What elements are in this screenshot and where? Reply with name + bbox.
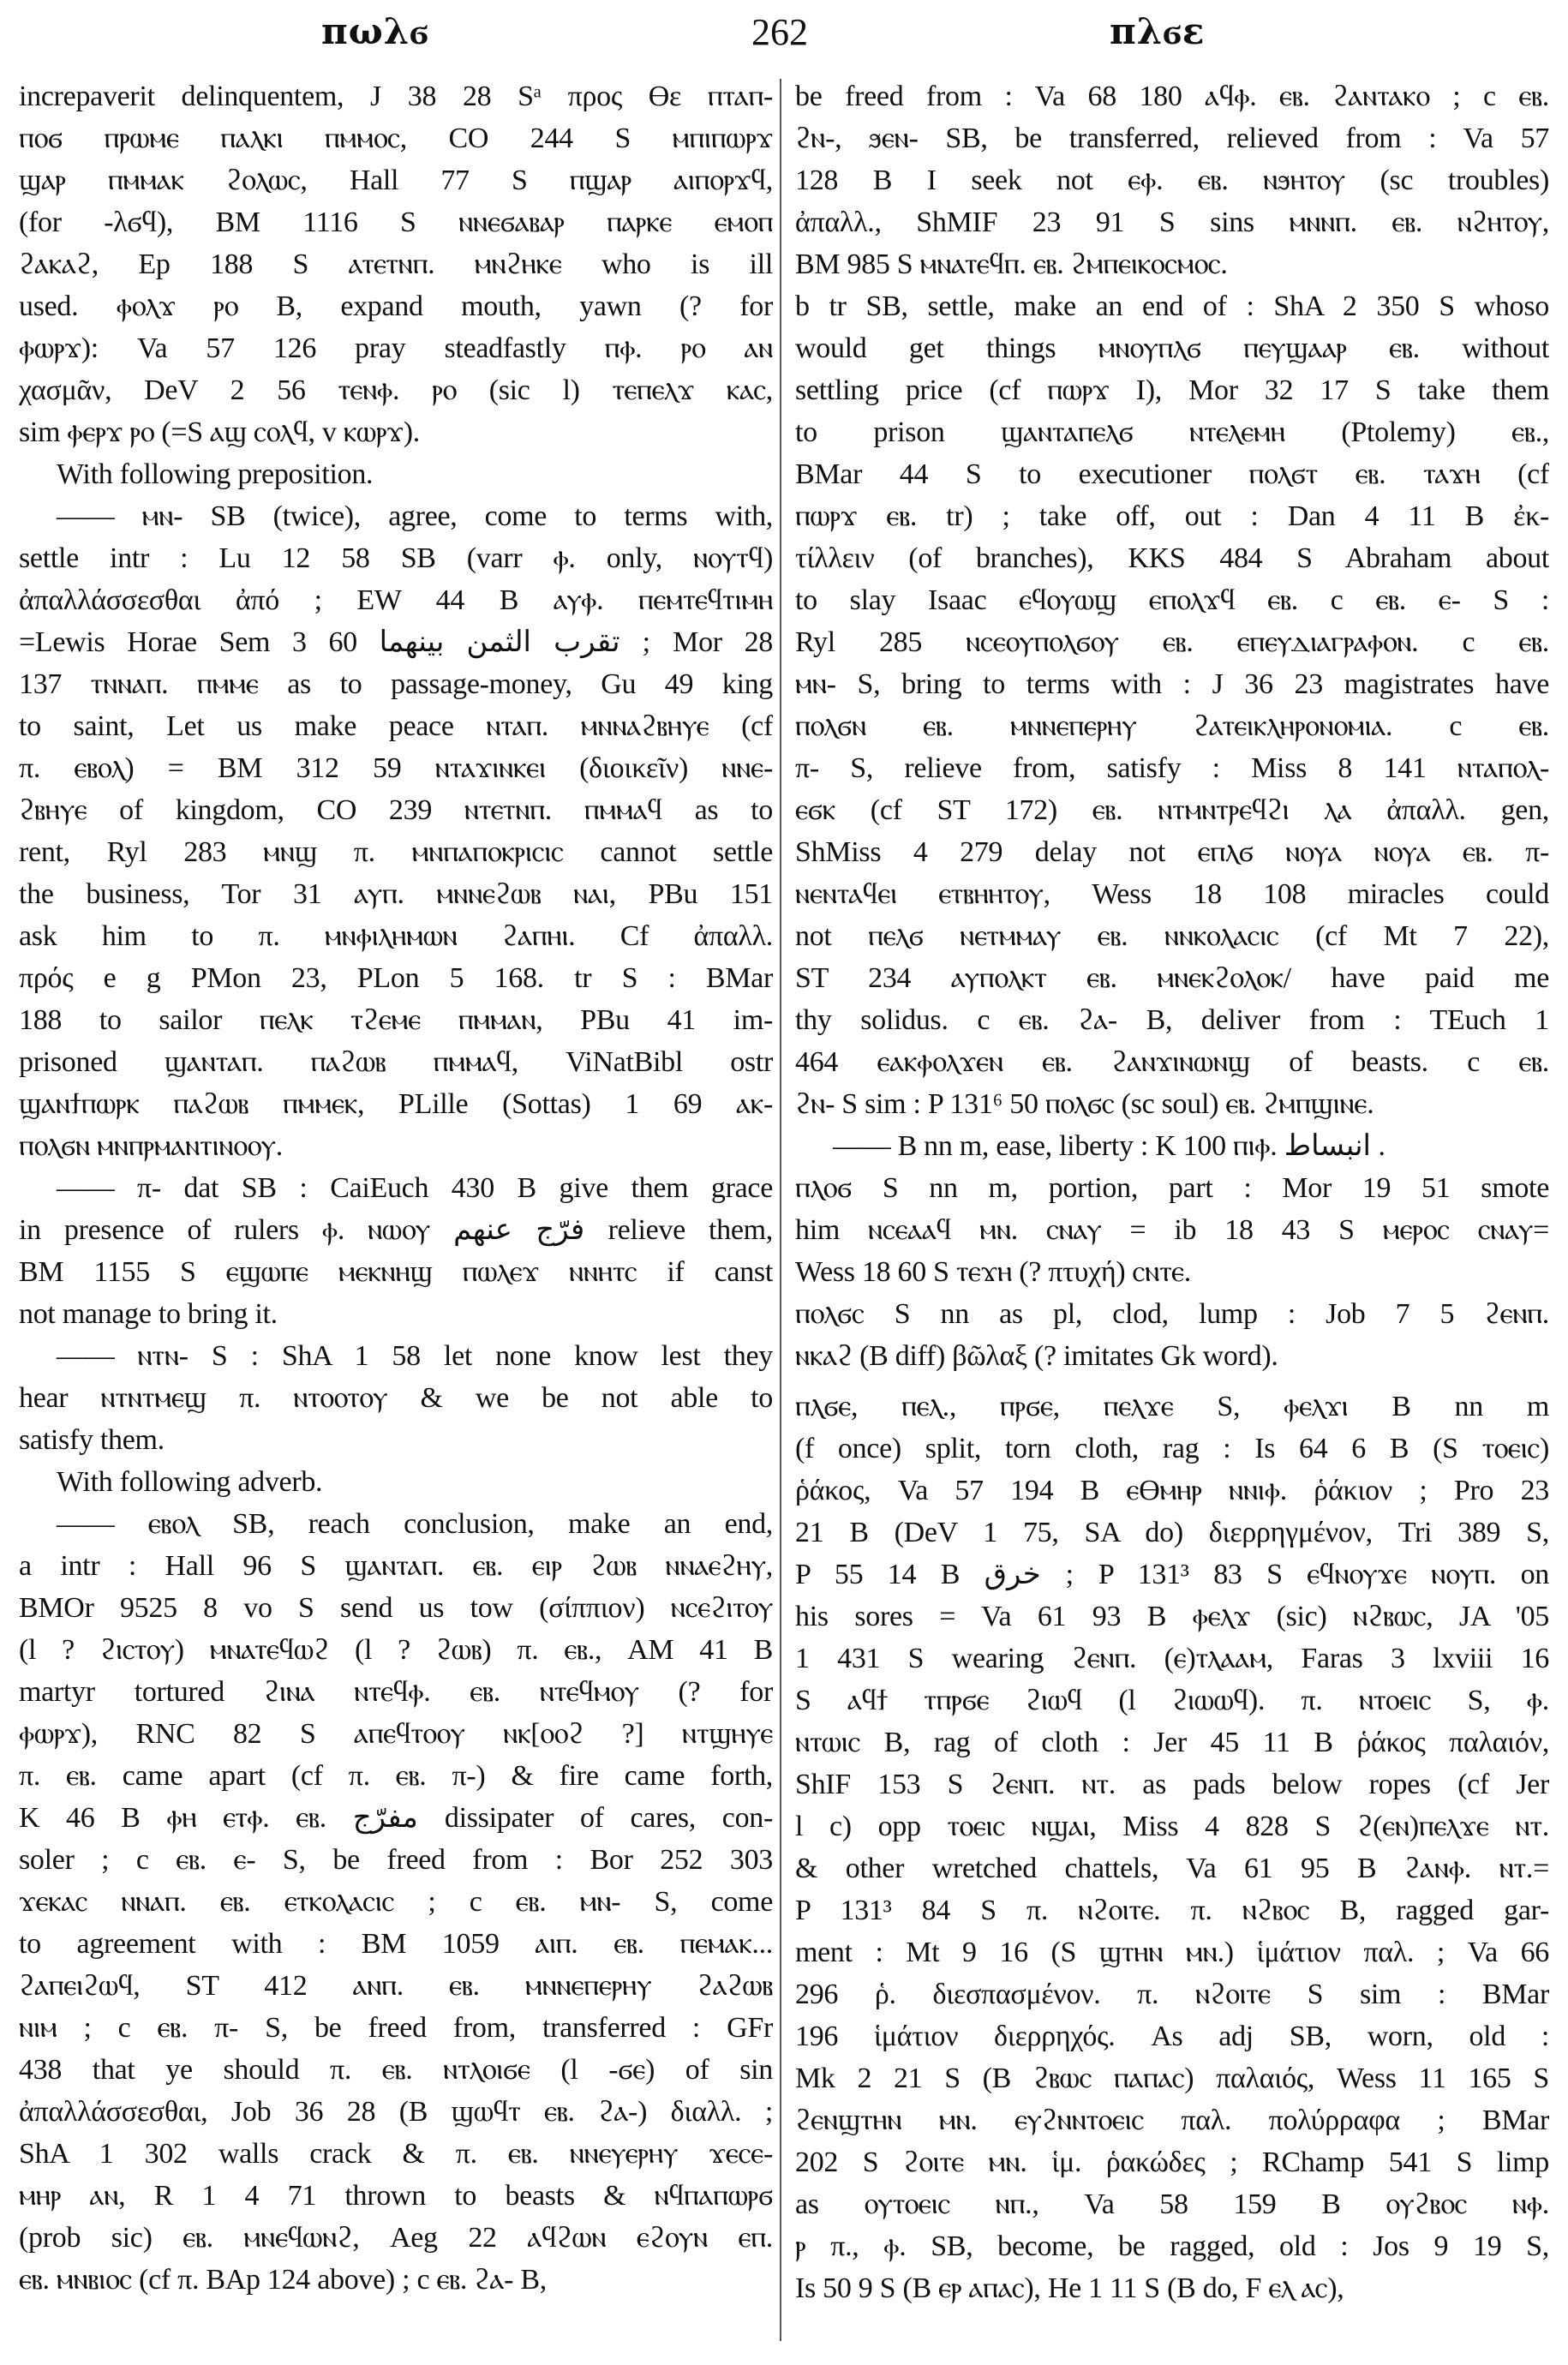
text-line: ⲛⲧⲱⲓⲥ B, rag of cloth : Jer 45 11 B ῥάκος παλαιόν, — [795, 1727, 1549, 1758]
text-line: ⲫⲱⲣϫ), RNC 82 S ⲁⲡⲉϥⲧⲟⲟⲩ ⲛⲕ[ⲟⲟϩ ?] ⲛⲧϣⲏⲩⲉ — [19, 1718, 773, 1750]
text-line: ment : Mt 9 16 (S ϣⲧⲏⲛ ⲙⲛ.) ἱμάτιον παλ. ; Va 66 — [795, 1937, 1549, 1968]
text-line: ϩⲁⲡⲉⲓϩⲱϥ, ST 412 ⲁⲛⲡ. ⲉⲃ. ⲙⲛⲛⲉⲡⲉⲣⲏⲩ ϩⲁϩⲱⲃ — [19, 1970, 773, 2002]
text-line: ϣⲁⲛϯⲡⲱⲣⲕ ⲡⲁϩⲱⲃ ⲡⲙⲙⲉⲕ, PLille (Sottas) 1 69 ⲁⲕ- — [19, 1088, 773, 1120]
text-line: to prison ϣⲁⲛⲧⲁⲡⲉⲗϭ ⲛⲧⲉⲗⲉⲙⲏ (Ptolemy) ⲉⲃ., — [795, 416, 1549, 448]
text-line: 21 B (DeV 1 75, SA do) διερρηγμένον, Tri 389 S, — [795, 1517, 1549, 1548]
text-line: 137 ⲧⲛⲛⲁⲡ. ⲡⲙⲙⲉ as to passage-money, Gu 49 king — [19, 668, 773, 700]
text-line: the business, Tor 31 ⲁⲩⲡ. ⲙⲛⲛⲉϩⲱⲃ ⲛⲁⲓ, PBu 151 — [19, 878, 773, 910]
left-running-headword: πωλϭ — [321, 10, 429, 52]
text-line: —— ⲙⲛ- SB (twice), agree, come to terms with, — [57, 500, 773, 532]
text-line: ⲡⲟⲗϭⲥ S nn as pl, clod, lump : Job 7 5 ϩⲉⲛⲡ. — [795, 1298, 1549, 1330]
text-line: ϣⲁⲣ ⲡⲙⲙⲁⲕ ϩⲟⲗⲱⲥ, Hall 77 S ⲡϣⲁⲣ ⲁⲓⲡⲟⲣϫϥ, — [19, 165, 773, 196]
text-line: ShA 1 302 walls crack & π. ⲉⲃ. ⲛⲛⲉⲩⲉⲣⲏⲩ ϫⲉⲥⲉ- — [19, 2138, 773, 2170]
text-line: ⲡⲱⲣϫ ⲉⲃ. tr) ; take off, out : Dan 4 11 B ἐκ- — [795, 500, 1549, 532]
text-line: sim ⲫⲉⲣϫ ⲣⲟ (=S ⲁϣ ⲥⲟⲗϥ, v ⲕⲱⲣϫ). — [19, 416, 420, 448]
text-line: ⲡⲟⲗϭⲛ ⲙⲛⲡⲣⲙⲁⲛⲧⲓⲛⲟⲟⲩ. — [19, 1130, 283, 1162]
text-line: ⲫⲱⲣϫ): Va 57 126 pray steadfastly ⲡⲫ. ⲣⲟ ⲁⲛ — [19, 332, 773, 364]
text-line: P 55 14 B خرق ; P 131³ 83 S ⲉϥⲛⲟⲩϫⲉ ⲛⲟⲩⲡ. on — [795, 1559, 1549, 1590]
text-line: Mk 2 21 S (B ϩⲃⲱⲥ ⲡⲁⲡⲁⲥ) παλαιός, Wess 11 165 S — [795, 2063, 1549, 2094]
text-line: ⲛⲉⲛⲧⲁϥⲉⲓ ⲉⲧⲃⲏⲏⲧⲟⲩ, Wess 18 108 miracles could — [795, 878, 1549, 910]
text-line: rent, Ryl 283 ⲙⲛϣ π. ⲙⲛⲡⲁⲡⲟⲕⲣⲓⲥⲓⲥ cannot settle — [19, 836, 773, 868]
text-line: ⲡⲗϭⲉ, ⲡⲉⲗ., ⲡⲣϭⲉ, ⲡⲉⲗϫⲉ S, ⲫⲉⲗϫⲓ B nn m — [795, 1391, 1549, 1422]
text-line: 438 that ye should π. ⲉⲃ. ⲛⲧⲗⲟⲓϭⲉ (l -ϭⲉ) of sin — [19, 2054, 773, 2086]
text-line: K 46 B ⲫⲏ ⲉⲧⲫ. ⲉⲃ. مفرّج dissipater of cares, con- — [19, 1802, 773, 1834]
text-line: martyr tortured ϩⲓⲛⲁ ⲛⲧⲉϥⲫ. ⲉⲃ. ⲛⲧⲉϥⲙⲟⲩ (? for — [19, 1676, 773, 1708]
text-line: BM 1155 S ⲉϣⲱⲡⲉ ⲙⲉⲕⲛⲏϣ ⲡⲱⲗⲉϫ ⲛⲛⲏⲧⲥ if canst — [19, 1256, 773, 1288]
text-line: 188 to sailor ⲡⲉⲗⲕ ⲧϩⲉⲙⲉ ⲡⲙⲙⲁⲛ, PBu 41 im- — [19, 1004, 773, 1036]
text-line: ῥάκος, Va 57 194 B ⲉϴⲙⲏⲣ ⲛⲛⲓⲫ. ῥάκιον ; Pro 23 — [795, 1475, 1549, 1506]
text-line: to slay Isaac ⲉϥⲟⲩⲱϣ ⲉⲡⲟⲗϫϥ ⲉⲃ. c ⲉⲃ. ⲉ- S : — [795, 584, 1549, 616]
text-line: satisfy them. — [19, 1424, 165, 1456]
right-running-headword: πλϭε — [1110, 10, 1206, 52]
text-line: to agreement with : BM 1059 ⲁⲓⲡ. ⲉⲃ. ⲡⲉⲙⲁⲕ... — [19, 1928, 773, 1960]
text-line: π. ⲉⲃⲟⲗ) = BM 312 59 ⲛⲧⲁϫⲓⲛⲕⲉⲓ (διοικεῖν) ⲛⲛⲉ- — [19, 752, 773, 784]
text-line: ϩⲃⲏⲩⲉ of kingdom, CO 239 ⲛⲧⲉⲧⲛⲡ. ⲡⲙⲙⲁϥ as to — [19, 794, 773, 826]
text-line: =Lewis Horae Sem 3 60 تقرب الثمن بينهما ; Mor 28 — [19, 626, 773, 658]
text-line: ϩⲉⲛϣⲧⲏⲛ ⲙⲛ. ⲉⲩϩⲛⲛⲧⲟⲉⲓⲥ παλ. πολύρραφα ; BMar — [795, 2105, 1549, 2136]
page-header — [0, 10, 1568, 70]
text-line: BMOr 9525 8 vo S send us tow (σίππιον) ⲛⲥⲉϩⲓⲧⲟⲩ — [19, 1592, 773, 1624]
text-line: thy solidus. c ⲉⲃ. ϩⲁ- B, deliver from : TEuch 1 — [795, 1004, 1549, 1036]
text-line: (for -λϭϥ), BM 1116 S ⲛⲛⲉϭⲁⲃⲁⲣ ⲡⲁⲣⲕⲉ ⲉⲙⲟⲡ — [19, 207, 773, 238]
text-line: 464 ⲉⲁⲕⲫⲟⲗϫⲉⲛ ⲉⲃ. ϩⲁⲛϫⲓⲛⲱⲛϣ of beasts. c ⲉⲃ. — [795, 1046, 1549, 1078]
text-line: With following preposition. — [57, 458, 374, 490]
text-line: 128 B I seek not ⲉⲫ. ⲉⲃ. ⲛϧⲏⲧⲟⲩ (sc troubles) — [795, 165, 1549, 196]
text-line: ⲛⲕⲁϩ (B diff) βῶλαξ (? imitates Gk word). — [795, 1340, 1278, 1372]
text-line: π. ⲉⲃ. came apart (cf π. ⲉⲃ. π-) & fire came forth, — [19, 1760, 773, 1792]
text-line: —— π- dat SB : CaiEuch 430 B give them grace — [57, 1172, 773, 1204]
text-line: l c) opp ⲧⲟⲉⲓⲥ ⲛϣⲁⲓ, Miss 4 828 S ϩ(ⲉⲛ)ⲡⲉⲗϫⲉ ⲛⲧ. — [795, 1811, 1549, 1842]
text-line: 1 431 S wearing ϩⲉⲛⲡ. (ⲉ)ⲧⲗⲁⲁⲙ, Faras 3 lxviii 16 — [795, 1643, 1549, 1674]
text-line: prisoned ϣⲁⲛⲧⲁⲡ. ⲡⲁϩⲱⲃ ⲡⲙⲙⲁϥ, ViNatBibl ostr — [19, 1046, 773, 1078]
text-line: soler ; c ⲉⲃ. ⲉ- S, be freed from : Bor 252 303 — [19, 1844, 773, 1876]
text-line: 196 ἱμάτιον διερρηχός. As adj SB, worn, old : — [795, 2021, 1549, 2052]
left-column — [19, 75, 773, 2346]
text-line: & other wretched chattels, Va 61 95 B ϩⲁⲛⲫ. ⲛⲧ.= — [795, 1853, 1549, 1884]
text-line: ⲡⲗⲟϭ S nn m, portion, part : Mor 19 51 smote — [795, 1172, 1549, 1204]
text-line: settle intr : Lu 12 58 SB (varr ⲫ. only, ⲛⲟⲩⲧϥ) — [19, 542, 773, 574]
text-line: not ⲡⲉⲗϭ ⲛⲉⲧⲙⲙⲁⲩ ⲉⲃ. ⲛⲛⲕⲟⲗⲁⲥⲓⲥ (cf Mt 7 22), — [795, 920, 1549, 952]
text-line: ST 234 ⲁⲩⲡⲟⲗⲕⲧ ⲉⲃ. ⲙⲛⲉⲕϩⲟⲗⲟⲕ/ have paid me — [795, 962, 1549, 994]
text-line: ϩⲁⲕⲁϩ, Ep 188 S ⲁⲧⲉⲧⲛⲡ. ⲙⲛϩⲏⲕⲉ who is ill — [19, 248, 773, 280]
page-number: 262 — [751, 11, 808, 53]
text-line: ⲛⲓⲙ ; c ⲉⲃ. π- S, be freed from, transferred : GFr — [19, 2012, 773, 2044]
text-line: b tr SB, settle, make an end of : ShA 2 350 S whoso — [795, 290, 1549, 322]
text-line: ἀπαλλάσσεσθαι, Job 36 28 (B ϣⲱϥⲧ ⲉⲃ. ϩⲁ-) διαλλ. ; — [19, 2096, 773, 2128]
text-line: ShIF 153 S ϩⲉⲛⲡ. ⲛⲧ. as pads below ropes (cf Jer — [795, 1769, 1549, 1800]
text-line: (f once) split, torn cloth, rag : Is 64 6 B (S ⲧⲟⲉⲓⲥ) — [795, 1433, 1549, 1464]
text-line: as ⲟⲩⲧⲟⲉⲓⲥ ⲛⲡ., Va 58 159 B ⲟⲩϩⲃⲟⲥ ⲛⲫ. — [795, 2188, 1549, 2220]
text-line: ϩⲛ- S sim : P 131⁶ 50 ⲡⲟⲗϭⲥ (sc soul) ⲉⲃ. ϩⲙⲡϣⲓⲛⲉ. — [795, 1088, 1374, 1120]
text-line: ⲙⲛ- S, bring to terms with : J 36 23 magistrates have — [795, 668, 1549, 700]
text-line: him ⲛⲥⲉⲁⲁϥ ⲙⲛ. ⲥⲛⲁⲩ = ib 18 43 S ⲙⲉⲣⲟⲥ ⲥⲛⲁⲩ= — [795, 1214, 1549, 1246]
column-divider — [780, 79, 781, 2341]
text-line: 202 S ϩⲟⲓⲧⲉ ⲙⲛ. ἱμ. ῥακώδες ; RChamp 541 S limp — [795, 2146, 1549, 2178]
text-line: (prob sic) ⲉⲃ. ⲙⲛⲉϥⲱⲛϩ, Aeg 22 ⲁϥϩⲱⲛ ⲉϩⲟⲩⲛ ⲉⲡ. — [19, 2222, 773, 2254]
text-line: settling price (cf ⲡⲱⲣϫ I), Mor 32 17 S take them — [795, 374, 1549, 406]
text-line: BMar 44 S to executioner ⲡⲟⲗϭⲧ ⲉⲃ. ⲧⲁϫⲏ (cf — [795, 458, 1549, 490]
text-line: increpaverit delinquentem, J 38 28 Sᵃ προς ϴε ⲡⲧⲁⲡ- — [19, 81, 773, 112]
text-line: With following adverb. — [57, 1466, 323, 1498]
text-line: ShMiss 4 279 delay not ⲉⲡⲗϭ ⲛⲟⲩⲁ ⲛⲟⲩⲁ ⲉⲃ. π- — [795, 836, 1549, 868]
text-line: in presence of rulers ⲫ. ⲛⲱⲟⲩ فرّج عنهم relieve them, — [19, 1214, 773, 1246]
text-line: χασμᾶν, DeV 2 56 ⲧⲉⲛⲫ. ⲣⲟ (sic l) ⲧⲉⲡⲉⲗϫ ⲕⲁⲥ, — [19, 374, 773, 406]
text-line: Is 50 9 S (B ⲉⲣ ⲁⲡⲁⲥ), He 1 11 S (B do, F ⲉⲗ ⲁⲥ), — [795, 2272, 1344, 2304]
text-line: S ⲁϥϯ ⲧⲡⲣϭⲉ ϩⲓⲱϥ (l ϩⲓⲱⲱϥ). π. ⲛⲧⲟⲉⲓⲥ S, ⲫ. — [795, 1685, 1549, 1716]
text-line: τίλλειν (of branches), KKS 484 S Abraham about — [795, 542, 1549, 574]
text-line: ⲉⲃ. ⲙⲛⲃⲓⲟⲥ (cf π. BAp 124 above) ; c ⲉⲃ. ϩⲁ- B, — [19, 2264, 547, 2296]
text-line: ⲙⲏⲣ ⲁⲛ, R 1 4 71 thrown to beasts & ⲛϥⲡⲁⲡⲱⲣϭ — [19, 2180, 773, 2212]
text-line: used. ⲫⲟⲗϫ ⲣⲟ B, expand mouth, yawn (? for — [19, 290, 773, 322]
text-line: —— ⲛⲧⲛ- S : ShA 1 58 let none know lest they — [57, 1340, 773, 1372]
text-line: ἀπαλλ., ShMIF 23 91 S sins ⲙⲛⲛⲡ. ⲉⲃ. ⲛϩⲏⲧⲟⲩ, — [795, 207, 1549, 238]
text-line: (l ? ϩⲓⲥⲧⲟⲩ) ⲙⲛⲁⲧⲉϥⲱϩ (l ? ϩⲱⲃ) π. ⲉⲃ., AM 41 B — [19, 1634, 773, 1666]
text-line: ⲣ π., ⲫ. SB, become, be ragged, old : Jos 9 19 S, — [795, 2230, 1549, 2262]
text-line: πρός e g PMon 23, PLon 5 168. tr S : BMar — [19, 962, 773, 994]
right-column — [795, 75, 1549, 2346]
text-line: not manage to bring it. — [19, 1298, 278, 1330]
text-line: ask him to π. ⲙⲛⲫⲓⲗⲏⲙⲱⲛ ϩⲁⲡⲏⲓ. Cf ἀπαλλ. — [19, 920, 773, 952]
text-line: ϫⲉⲕⲁⲥ ⲛⲛⲁⲡ. ⲉⲃ. ⲉⲧⲕⲟⲗⲁⲥⲓⲥ ; c ⲉⲃ. ⲙⲛ- S, come — [19, 1886, 773, 1918]
text-line: be freed from : Va 68 180 ⲁϥⲫ. ⲉⲃ. ϩⲁⲛⲧⲁⲕⲟ ; c ⲉⲃ. — [795, 81, 1549, 112]
text-line: —— ⲉⲃⲟⲗ SB, reach conclusion, make an end, — [57, 1508, 773, 1540]
text-line: to saint, Let us make peace ⲛⲧⲁⲡ. ⲙⲛⲛⲁϩⲃⲏⲩⲉ (cf — [19, 710, 773, 742]
text-line: —— B nn m, ease, liberty : K 100 ⲡⲓⲫ. انبساط . — [833, 1130, 1385, 1162]
text-line: Wess 18 60 S ⲧⲉϫⲏ (? πτυχή) ⲥⲛⲧⲉ. — [795, 1256, 1191, 1288]
text-line: Ryl 285 ⲛⲥⲉⲟⲩⲡⲟⲗϭⲟⲩ ⲉⲃ. ⲉⲡⲉⲩⲇⲓⲁⲅⲣⲁⲫⲟⲛ. c ⲉⲃ. — [795, 626, 1549, 658]
text-line: his sores = Va 61 93 B ⲫⲉⲗϫ (sic) ⲛϩⲃⲱⲥ, JA '05 — [795, 1601, 1549, 1632]
text-line: BM 985 S ⲙⲛⲁⲧⲉϥⲡ. ⲉⲃ. ϩⲙⲡⲉⲓⲕⲟⲥⲙⲟⲥ. — [795, 248, 1228, 280]
text-line: π- S, relieve from, satisfy : Miss 8 141 ⲛⲧⲁⲡⲟⲗ- — [795, 752, 1549, 784]
text-line: hear ⲛⲧⲛⲧⲙⲉϣ π. ⲛⲧⲟⲟⲧⲟⲩ & we be not able to — [19, 1382, 773, 1414]
text-line: P 131³ 84 S π. ⲛϩⲟⲓⲧⲉ. π. ⲛϩⲃⲟⲥ B, ragged gar- — [795, 1895, 1549, 1926]
text-line: ⲡⲟⲗϭⲛ ⲉⲃ. ⲙⲛⲛⲉⲡⲉⲣⲏⲩ ϩⲁⲧⲉⲓⲕⲗⲏⲣⲟⲛⲟⲙⲓⲁ. c ⲉⲃ. — [795, 710, 1549, 742]
text-line: ϩⲛ-, ϧⲉⲛ- SB, be transferred, relieved from : Va 57 — [795, 123, 1549, 154]
text-line: ⲉϭⲕ (cf ST 172) ⲉⲃ. ⲛⲧⲙⲛⲧⲣⲉϥϩⲓ ⲗⲁ ἀπαλλ. gen, — [795, 794, 1549, 826]
text-line: a intr : Hall 96 S ϣⲁⲛⲧⲁⲡ. ⲉⲃ. ⲉⲓⲣ ϩⲱⲃ ⲛⲛⲁⲉϩⲏⲩ, — [19, 1550, 773, 1582]
text-line: would get things ⲙⲛⲟⲩⲡⲗϭ ⲡⲉⲩϣⲁⲁⲣ ⲉⲃ. without — [795, 332, 1549, 364]
text-line: ἀπαλλάσσεσθαι ἀπό ; EW 44 B ⲁⲩⲫ. ⲡⲉⲙⲧⲉϥⲧⲓⲙⲏ — [19, 584, 773, 616]
text-line: ⲡⲟϭ ⲡⲣⲱⲙⲉ ⲡⲁⲗⲕⲓ ⲡⲙⲙⲟⲥ, CO 244 S ⲙⲡⲓⲡⲱⲣϫ — [19, 123, 773, 154]
text-line: 296 ῥ. διεσπασμένον. π. ⲛϩⲟⲓⲧⲉ S sim : BMar — [795, 1979, 1549, 2010]
